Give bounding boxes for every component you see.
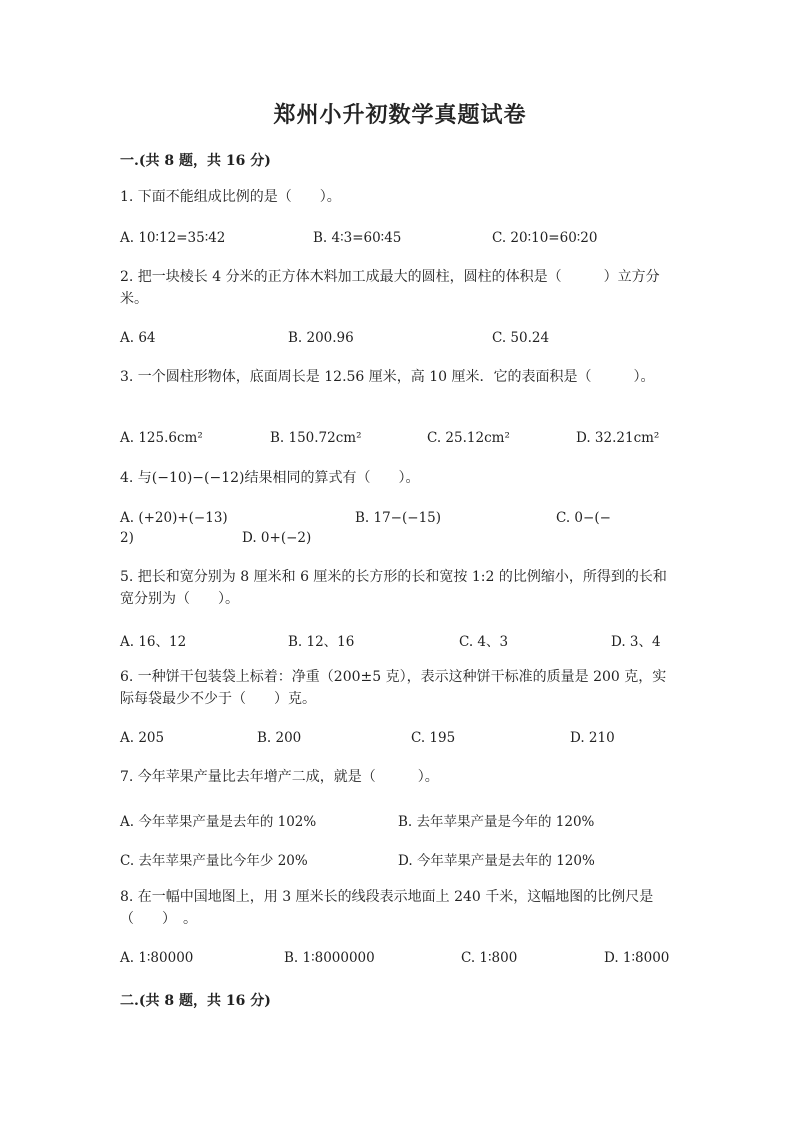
question-1: 1. 下面不能组成比例的是（ ）。	[120, 189, 341, 205]
q8-option-a: A. 1∶80000	[120, 950, 194, 966]
q3-option-a: A. 125.6cm²	[120, 430, 203, 446]
q2-option-c: C. 50.24	[492, 330, 550, 346]
q4-option-d: D. 0+(−2)	[242, 530, 312, 546]
q7-option-a: A. 今年苹果产量是去年的 102%	[120, 814, 317, 830]
section-2-header: 二.(共 8 题，共 16 分)	[120, 993, 271, 1009]
q5-option-b: B. 12、16	[288, 634, 355, 650]
q6-option-b: B. 200	[257, 730, 302, 746]
q1-option-c: C. 20∶10=60∶20	[492, 230, 598, 246]
question-3: 3. 一个圆柱形物体，底面周长是 12.56 厘米，高 10 厘米．它的表面积是（ ）。	[120, 369, 655, 385]
q1-option-b: B. 4∶3=60∶45	[313, 230, 402, 246]
q3-option-d: D. 32.21cm²	[576, 430, 660, 446]
q6-option-c: C. 195	[411, 730, 456, 746]
q8-option-b: B. 1∶8000000	[284, 950, 375, 966]
q7-option-b: B. 去年苹果产量是今年的 120%	[398, 814, 595, 830]
q5-option-d: D. 3、4	[611, 634, 661, 650]
q4-option-b: B. 17−(−15)	[355, 510, 442, 526]
question-2: 2. 把一块棱长 4 分米的正方体木料加工成最大的圆柱，圆柱的体积是（ ）立方分米。	[120, 269, 660, 307]
q5-option-a: A. 16、12	[120, 634, 187, 650]
q3-option-c: C. 25.12cm²	[427, 430, 510, 446]
q8-option-d: D. 1∶8000	[604, 950, 670, 966]
q1-option-a: A. 10∶12=35∶42	[120, 230, 226, 246]
q8-option-c: C. 1∶800	[461, 950, 518, 966]
section-1-header: 一.(共 8 题，共 16 分)	[120, 153, 271, 169]
q7-option-d: D. 今年苹果产量是去年的 120%	[398, 853, 595, 869]
q2-option-a: A. 64	[120, 330, 156, 346]
question-8: 8. 在一幅中国地图上，用 3 厘米长的线段表示地面上 240 千米，这幅地图的比例尺是（ ） 。	[120, 889, 654, 927]
q6-option-d: D. 210	[570, 730, 615, 746]
q4-option-a: A. (+20)+(−13)	[120, 510, 228, 526]
q6-option-a: A. 205	[120, 730, 165, 746]
q2-option-b: B. 200.96	[288, 330, 354, 346]
question-4: 4. 与(−10)−(−12)结果相同的算式有（ ）。	[120, 470, 420, 486]
question-7: 7. 今年苹果产量比去年增产二成，就是（ ）。	[120, 769, 439, 785]
q7-option-c: C. 去年苹果产量比今年少 20%	[120, 853, 308, 869]
question-5: 5. 把长和宽分别为 8 厘米和 6 厘米的长方形的长和宽按 1:2 的比例缩小，所得到的长和宽分别为（ ）。	[120, 569, 667, 607]
q3-option-b: B. 150.72cm²	[270, 430, 362, 446]
q5-option-c: C. 4、3	[459, 634, 509, 650]
q4-option-c-continued: 2)	[120, 530, 134, 546]
q4-option-c: C. 0−(−	[556, 510, 611, 526]
page-title: 郑州小升初数学真题试卷	[273, 102, 527, 128]
question-6: 6. 一种饼干包装袋上标着：净重（200±5 克），表示这种饼干标准的质量是 200 克，实际每袋最少不少于（ ）克。	[120, 669, 667, 707]
